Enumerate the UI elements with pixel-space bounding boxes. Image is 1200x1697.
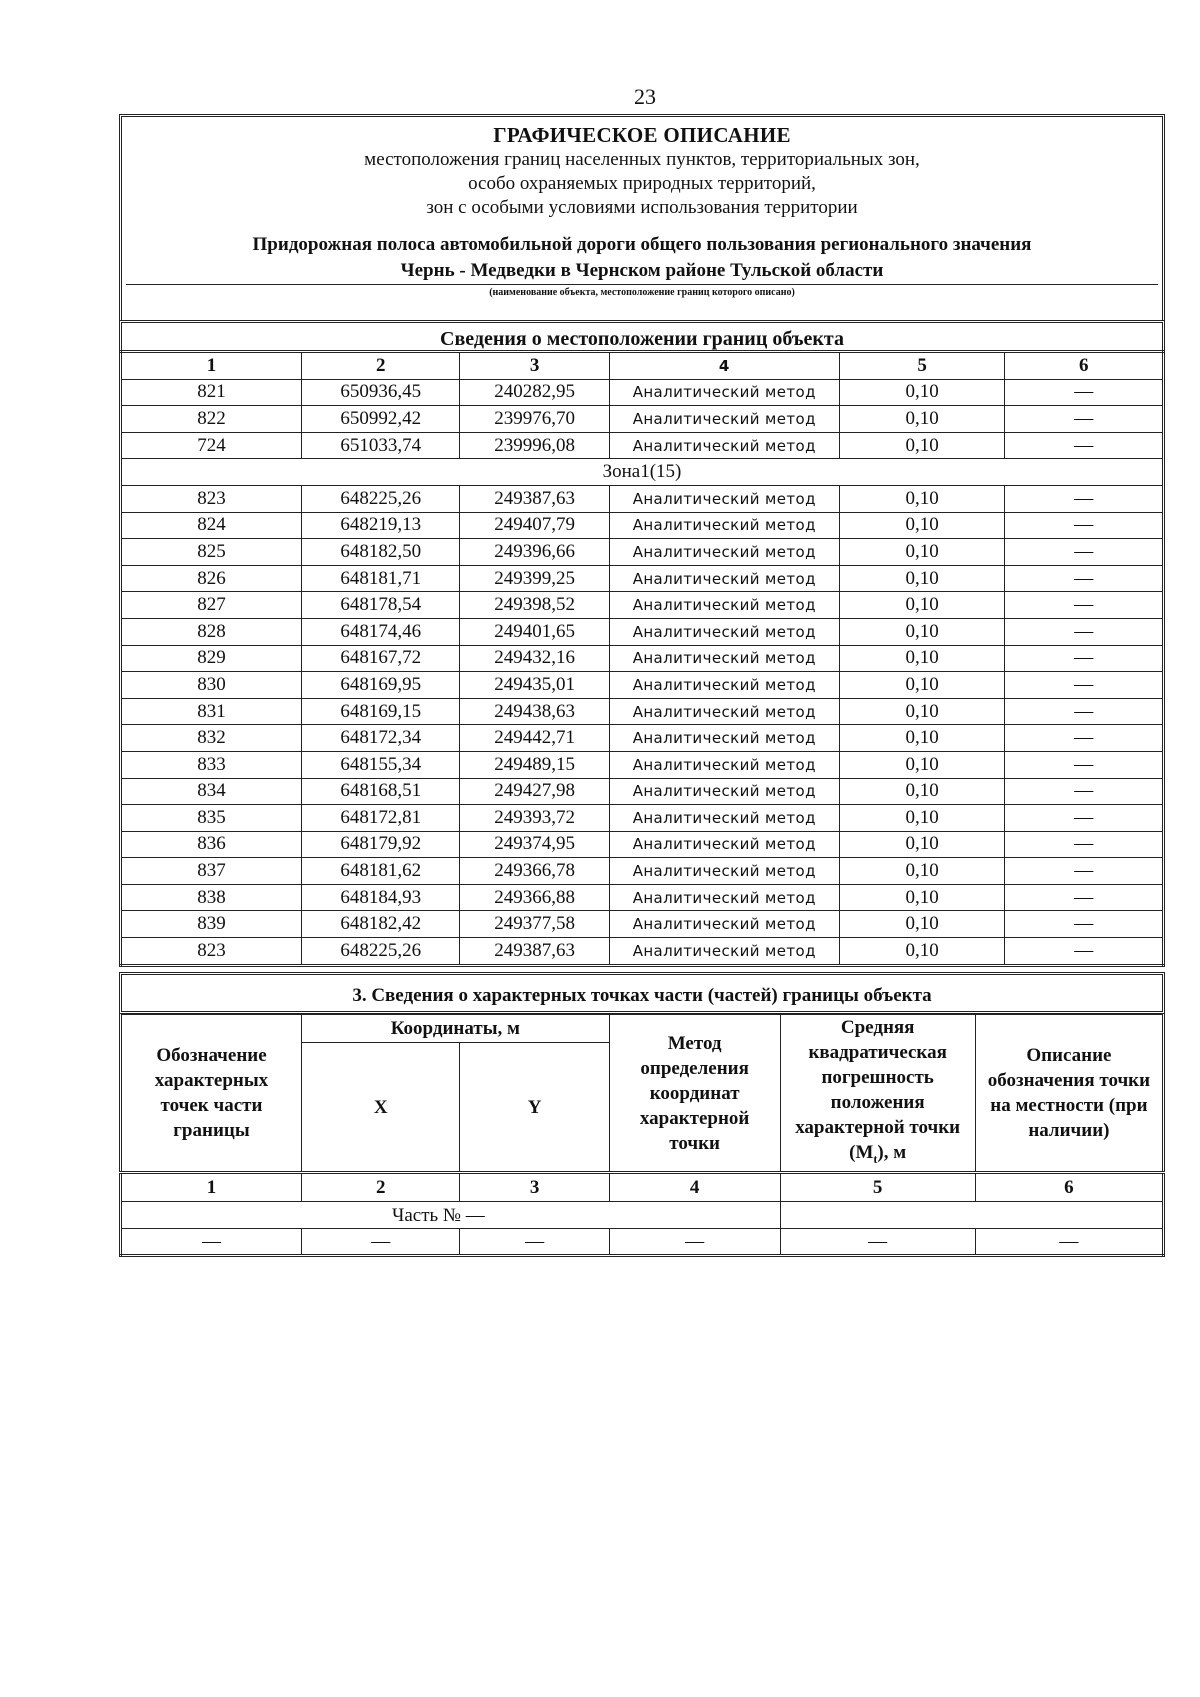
- part-col-number: 4: [609, 1173, 780, 1202]
- error-value-cell: 0,10: [839, 751, 1005, 778]
- y-coordinate-cell: 249401,65: [460, 618, 609, 645]
- table-row: [121, 379, 1164, 406]
- point-number-cell: 824: [121, 512, 302, 539]
- method-cell: Аналитический метод: [609, 831, 839, 858]
- note-cell: —: [1005, 938, 1164, 966]
- method-cell: Аналитический метод: [609, 565, 839, 592]
- table-row: [121, 751, 1164, 778]
- part-col-number: 5: [780, 1173, 975, 1202]
- table-row: [121, 432, 1164, 459]
- note-cell: —: [1005, 406, 1164, 433]
- point-number-cell: 822: [121, 406, 302, 433]
- table-row: [121, 725, 1164, 752]
- y-coordinate-cell: 249489,15: [460, 751, 609, 778]
- x-coordinate-cell: 648225,26: [301, 485, 459, 512]
- y-coordinate-cell: 240282,95: [460, 379, 609, 406]
- subtitle-line-1: местоположения границ населенных пунктов, территориальных зон,: [364, 149, 920, 170]
- method-cell: Аналитический метод: [609, 539, 839, 566]
- y-coordinate-cell: 249387,63: [460, 938, 609, 966]
- table-row: [121, 884, 1164, 911]
- table-row: [121, 858, 1164, 885]
- method-cell: Аналитический метод: [609, 778, 839, 805]
- dash-cell: —: [780, 1229, 975, 1256]
- table-row: [121, 512, 1164, 539]
- error-value-cell: 0,10: [839, 618, 1005, 645]
- x-coordinate-cell: 648169,15: [301, 698, 459, 725]
- y-coordinate-cell: 249396,66: [460, 539, 609, 566]
- error-value-cell: 0,10: [839, 539, 1005, 566]
- section3-title: 3. Сведения о характерных точках части (частей) границы объекта: [119, 972, 1165, 1014]
- x-coordinate-cell: 648172,81: [301, 805, 459, 832]
- method-cell: 4: [609, 352, 839, 380]
- point-number-cell: 835: [121, 805, 302, 832]
- section-title: Сведения о местоположении границ объекта: [119, 320, 1165, 350]
- point-number-cell: 838: [121, 884, 302, 911]
- x-coordinate-cell: 648172,34: [301, 725, 459, 752]
- point-number-cell: 724: [121, 432, 302, 459]
- document-title: ГРАФИЧЕСКОЕ ОПИСАНИЕ: [493, 123, 791, 147]
- note-cell: —: [1005, 831, 1164, 858]
- page-number: 23: [634, 84, 656, 109]
- header-note: Описание обозначения точки на местности (при наличии): [975, 1014, 1163, 1173]
- method-cell: Аналитический метод: [609, 432, 839, 459]
- note-cell: —: [1005, 884, 1164, 911]
- part-label: [121, 1202, 781, 1229]
- table-row: [121, 672, 1164, 699]
- column-numbers-row: [121, 352, 1164, 380]
- point-number-cell: 821: [121, 379, 302, 406]
- method-cell: Аналитический метод: [609, 645, 839, 672]
- y-coordinate-cell: 249387,63: [460, 485, 609, 512]
- note-cell: —: [1005, 379, 1164, 406]
- note-cell: —: [1005, 539, 1164, 566]
- header-designation: Обозначение характерных точек части границы: [121, 1014, 302, 1173]
- part-points-table: [119, 1014, 1165, 1258]
- note-cell: —: [1005, 778, 1164, 805]
- method-cell: Аналитический метод: [609, 938, 839, 966]
- object-name-line-1: Придорожная полоса автомобильной дороги общего пользования регионального значения: [252, 234, 1032, 255]
- note-cell: 6: [1005, 352, 1164, 380]
- table-row: [121, 911, 1164, 938]
- part-col-number: 2: [301, 1173, 459, 1202]
- error-value-cell: 0,10: [839, 645, 1005, 672]
- x-coordinate-cell: 648182,42: [301, 911, 459, 938]
- y-coordinate-cell: 249366,88: [460, 884, 609, 911]
- note-cell: —: [1005, 751, 1164, 778]
- method-cell: Аналитический метод: [609, 379, 839, 406]
- x-coordinate-cell: 648225,26: [301, 938, 459, 966]
- x-coordinate-cell: 648155,34: [301, 751, 459, 778]
- y-coordinate-cell: 249438,63: [460, 698, 609, 725]
- x-coordinate-cell: 651033,74: [301, 432, 459, 459]
- x-coordinate-cell: 650992,42: [301, 406, 459, 433]
- note-cell: —: [1005, 645, 1164, 672]
- y-coordinate-cell: 249374,95: [460, 831, 609, 858]
- table-row: [121, 565, 1164, 592]
- zone-label: Зона1(15): [121, 459, 1164, 486]
- error-value-cell: 0,10: [839, 565, 1005, 592]
- table-row: [121, 539, 1164, 566]
- method-cell: Аналитический метод: [609, 858, 839, 885]
- y-coordinate-cell: 249435,01: [460, 672, 609, 699]
- error-value-cell: 0,10: [839, 432, 1005, 459]
- method-cell: Аналитический метод: [609, 406, 839, 433]
- table-row: [121, 938, 1164, 966]
- method-cell: Аналитический метод: [609, 698, 839, 725]
- x-coordinate-cell: 648181,71: [301, 565, 459, 592]
- point-number-cell: 825: [121, 539, 302, 566]
- table-row: [121, 698, 1164, 725]
- document-frame: [119, 114, 1165, 1255]
- error-value-cell: 0,10: [839, 884, 1005, 911]
- point-number-cell: 827: [121, 592, 302, 619]
- error-value-cell: 0,10: [839, 858, 1005, 885]
- error-value-cell: 0,10: [839, 911, 1005, 938]
- dash-cell: —: [121, 1229, 302, 1256]
- header-error-main: Средняя квадратическая погрешность положения характерной точки (M: [795, 1016, 961, 1163]
- x-coordinate-cell: 648167,72: [301, 645, 459, 672]
- part-col-number: 1: [121, 1173, 302, 1202]
- y-coordinate-cell: 249399,25: [460, 565, 609, 592]
- note-cell: —: [1005, 672, 1164, 699]
- error-value-cell: 0,10: [839, 831, 1005, 858]
- y-coordinate-cell: 249432,16: [460, 645, 609, 672]
- note-cell: —: [1005, 725, 1164, 752]
- method-cell: Аналитический метод: [609, 512, 839, 539]
- point-number-cell: 837: [121, 858, 302, 885]
- y-coordinate-cell: 239996,08: [460, 432, 609, 459]
- table-row: [121, 831, 1164, 858]
- table-row: [121, 805, 1164, 832]
- part-label-text: Часть № —: [392, 1204, 485, 1226]
- note-cell: —: [1005, 485, 1164, 512]
- x-coordinate-cell: 648184,93: [301, 884, 459, 911]
- error-value-cell: 0,10: [839, 512, 1005, 539]
- header-error-sub: t: [873, 1151, 878, 1166]
- object-name-underline: [126, 284, 1158, 285]
- coordinates-table: [119, 350, 1165, 967]
- zone-row: [121, 459, 1164, 486]
- table-row: [121, 778, 1164, 805]
- table-row: [121, 645, 1164, 672]
- error-value-cell: 0,10: [839, 778, 1005, 805]
- table-row: [121, 406, 1164, 433]
- note-cell: —: [1005, 618, 1164, 645]
- point-number-cell: 828: [121, 618, 302, 645]
- x-coordinate-cell: 648168,51: [301, 778, 459, 805]
- method-cell: Аналитический метод: [609, 485, 839, 512]
- y-coordinate-cell: 249377,58: [460, 911, 609, 938]
- x-coordinate-cell: 648174,46: [301, 618, 459, 645]
- y-coordinate-cell: 249442,71: [460, 725, 609, 752]
- point-number-cell: 823: [121, 938, 302, 966]
- part-col-number: 6: [975, 1173, 1163, 1202]
- table-row: [121, 592, 1164, 619]
- point-number-cell: 830: [121, 672, 302, 699]
- error-value-cell: 0,10: [839, 725, 1005, 752]
- x-coordinate-cell: 648169,95: [301, 672, 459, 699]
- note-cell: —: [1005, 698, 1164, 725]
- header-y: Y: [460, 1042, 609, 1173]
- error-value-cell: 0,10: [839, 379, 1005, 406]
- x-coordinate-cell: 648182,50: [301, 539, 459, 566]
- header-error: [780, 1014, 975, 1173]
- point-number-cell: 826: [121, 565, 302, 592]
- method-cell: Аналитический метод: [609, 805, 839, 832]
- y-coordinate-cell: 249427,98: [460, 778, 609, 805]
- y-coordinate-cell: 249398,52: [460, 592, 609, 619]
- y-coordinate-cell: 239976,70: [460, 406, 609, 433]
- y-coordinate-cell: 249407,79: [460, 512, 609, 539]
- point-number-cell: 831: [121, 698, 302, 725]
- object-name-caption: (наименование объекта, местоположение границ которого описано): [489, 287, 795, 298]
- error-value-cell: 0,10: [839, 485, 1005, 512]
- header-method: Метод определения координат характерной точки: [609, 1014, 780, 1173]
- point-number-cell: 836: [121, 831, 302, 858]
- dash-cell: —: [975, 1229, 1163, 1256]
- method-cell: Аналитический метод: [609, 618, 839, 645]
- note-cell: —: [1005, 911, 1164, 938]
- y-coordinate-cell: 249393,72: [460, 805, 609, 832]
- point-number-cell: 832: [121, 725, 302, 752]
- point-number-cell: 834: [121, 778, 302, 805]
- part-col-number: 3: [460, 1173, 609, 1202]
- point-number-cell: 839: [121, 911, 302, 938]
- error-value-cell: 0,10: [839, 592, 1005, 619]
- subtitle-line-2: особо охраняемых природных территорий,: [468, 173, 816, 194]
- error-value-cell: 0,10: [839, 698, 1005, 725]
- dash-cell: —: [609, 1229, 780, 1256]
- point-number-cell: 1: [121, 352, 302, 380]
- note-cell: —: [1005, 592, 1164, 619]
- x-coordinate-cell: 2: [301, 352, 459, 380]
- error-value-cell: 5: [839, 352, 1005, 380]
- method-cell: Аналитический метод: [609, 725, 839, 752]
- error-value-cell: 0,10: [839, 805, 1005, 832]
- x-coordinate-cell: 648219,13: [301, 512, 459, 539]
- point-number-cell: 829: [121, 645, 302, 672]
- object-name-line-2: Чернь - Медведки в Чернском районе Тульской области: [400, 260, 884, 281]
- method-cell: Аналитический метод: [609, 592, 839, 619]
- note-cell: —: [1005, 432, 1164, 459]
- part-label-empty: [780, 1202, 1163, 1229]
- x-coordinate-cell: 648179,92: [301, 831, 459, 858]
- y-coordinate-cell: 249366,78: [460, 858, 609, 885]
- point-number-cell: 823: [121, 485, 302, 512]
- method-cell: Аналитический метод: [609, 884, 839, 911]
- header-coordinates: Координаты, м: [301, 1014, 609, 1042]
- note-cell: —: [1005, 805, 1164, 832]
- note-cell: —: [1005, 512, 1164, 539]
- subtitle-line-3: зон с особыми условиями использования территории: [426, 197, 858, 218]
- x-coordinate-cell: 650936,45: [301, 379, 459, 406]
- note-cell: —: [1005, 565, 1164, 592]
- y-coordinate-cell: 3: [460, 352, 609, 380]
- table-row: [121, 485, 1164, 512]
- error-value-cell: 0,10: [839, 938, 1005, 966]
- error-value-cell: 0,10: [839, 406, 1005, 433]
- note-cell: —: [1005, 858, 1164, 885]
- header-box: [119, 114, 1165, 320]
- table-row: [121, 618, 1164, 645]
- dash-cell: —: [301, 1229, 459, 1256]
- x-coordinate-cell: 648178,54: [301, 592, 459, 619]
- error-value-cell: 0,10: [839, 672, 1005, 699]
- method-cell: Аналитический метод: [609, 751, 839, 778]
- header-error-tail: ), м: [877, 1141, 907, 1163]
- header-x: X: [301, 1042, 459, 1173]
- method-cell: Аналитический метод: [609, 672, 839, 699]
- dash-cell: —: [460, 1229, 609, 1256]
- method-cell: Аналитический метод: [609, 911, 839, 938]
- x-coordinate-cell: 648181,62: [301, 858, 459, 885]
- point-number-cell: 833: [121, 751, 302, 778]
